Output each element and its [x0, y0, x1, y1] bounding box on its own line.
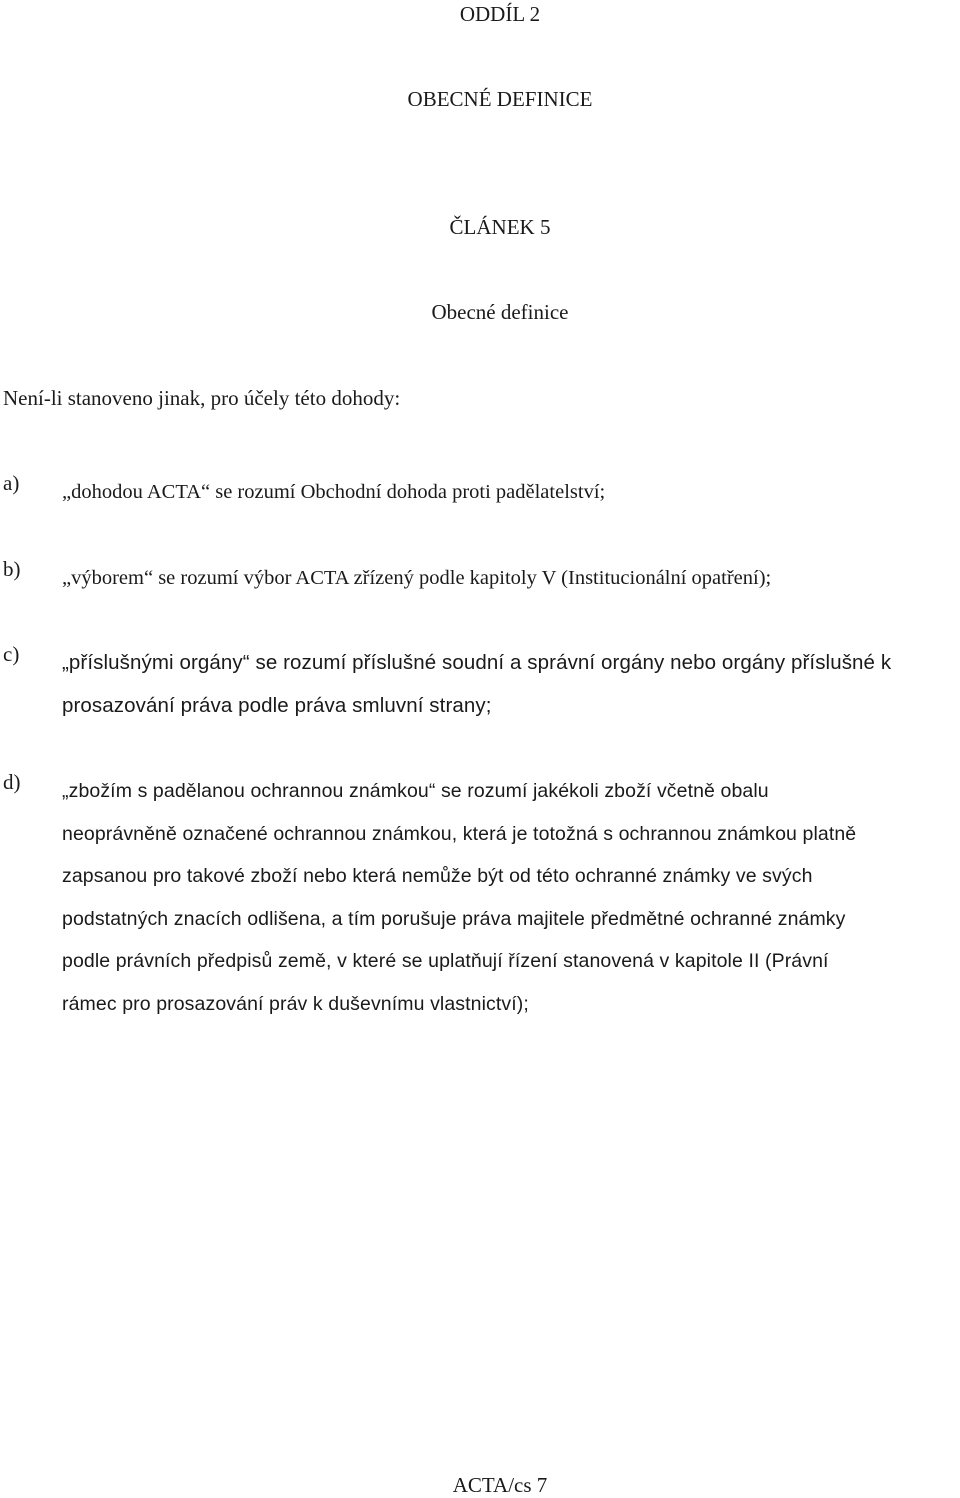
item-line: zapsanou pro takové zboží nebo která nemůže být od této ochranné známky ve svých [62, 865, 813, 888]
item-text [62, 770, 957, 1026]
item-line: podle právních předpisů země, v které se uplatňují řízení stanovená v kapitole II (Právní [62, 950, 829, 973]
item-line: rámec pro prosazování práv k duševnímu vlastnictví); [62, 992, 529, 1015]
item-label: b) [3, 557, 21, 581]
section-title: OBECNÉ DEFINICE [407, 87, 593, 111]
item-line: „výborem“ se rozumí výbor ACTA zřízený podle kapitoly V (Institucionální opatření); [62, 567, 772, 589]
item-label: a) [3, 471, 20, 495]
item-line: podstatných znacích odlišena, a tím porušuje práva majitele předmětné ochranné známky [62, 907, 846, 930]
page-footer: ACTA/cs 7 [452, 1473, 548, 1497]
item-line: neoprávněně označené ochrannou známkou, která je totožná s ochrannou známkou platně [62, 822, 857, 845]
item-line: „zbožím s padělanou ochrannou známkou“ se rozumí jakékoli zboží včetně obalu [62, 780, 769, 802]
item-line: „dohodou ACTA“ se rozumí Obchodní dohoda proti padělatelství; [62, 481, 606, 503]
item-text [62, 471, 957, 514]
article-heading: ČLÁNEK 5 [449, 215, 551, 239]
section-heading: ODDÍL 2 [459, 2, 541, 26]
item-label: d) [3, 770, 21, 794]
item-line: „příslušnými orgány“ se rozumí příslušné soudní a správní orgány nebo orgány příslušné k [62, 651, 892, 674]
article-title: Obecné definice [431, 300, 569, 324]
item-line: prosazování práva podle práva smluvní strany; [62, 693, 492, 717]
intro-paragraph: Není-li stanoveno jinak, pro účely této dohody: [3, 386, 401, 410]
item-label: c) [3, 642, 20, 666]
item-text [62, 642, 957, 727]
item-text [62, 557, 957, 600]
